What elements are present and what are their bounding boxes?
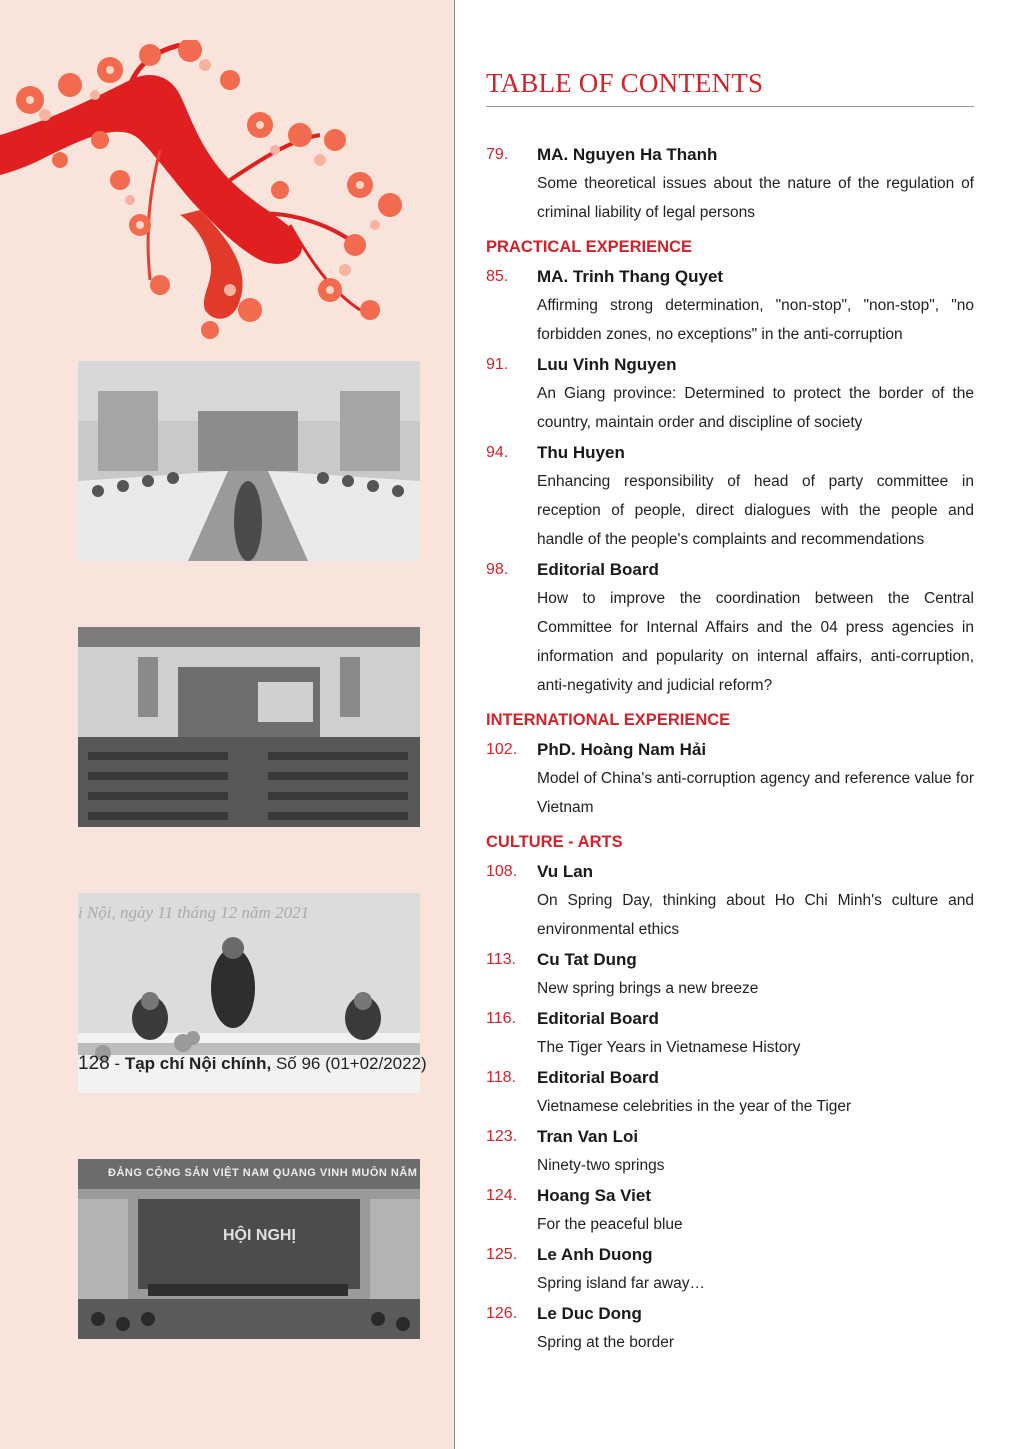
toc-entry-page-number: 124. xyxy=(486,1187,518,1204)
toc-entry-page-number: 85. xyxy=(486,268,509,285)
toc-entry-page-number: 125. xyxy=(486,1246,518,1263)
photo-stage-title: HỘI NGHỊ xyxy=(223,1227,296,1244)
toc-entry-title: Spring island far away… xyxy=(537,1275,705,1292)
toc-list xyxy=(486,140,974,1358)
toc-entry-title: Vietnamese celebrities in the year of the Tiger xyxy=(537,1098,852,1115)
toc-entry[interactable] xyxy=(486,140,974,227)
toc-entry[interactable] xyxy=(486,857,974,944)
toc-entry-title: Some theoretical issues about the nature of the regulation of criminal liability of legal persons xyxy=(537,175,974,221)
toc-entry-author: Le Anh Duong xyxy=(537,1245,653,1264)
toc-entry-page-number: 126. xyxy=(486,1305,518,1322)
section-culture-arts: CULTURE - ARTS xyxy=(486,833,623,851)
toc-entry-title: An Giang province: Determined to protect the border of the country, maintain order and discipline of society xyxy=(537,385,974,431)
toc-entry-title: How to improve the coordination between the Central Committee for Internal Affairs and the 04 press agencies in information and popularity on internal affairs, anti-corruption, anti-negativity and judicial reform? xyxy=(537,590,974,694)
toc-entry-page-number: 98. xyxy=(486,561,509,578)
toc-entry-page-number: 102. xyxy=(486,741,518,758)
toc-title: TABLE OF CONTENTS xyxy=(486,68,764,98)
toc-group-d xyxy=(486,857,974,1357)
toc-entry-title: Affirming strong determination, "non-stop", "non-stop", "no forbidden zones, no exceptions" in the anti-corruption xyxy=(537,297,974,343)
column-divider xyxy=(454,0,455,1449)
toc-title-rule xyxy=(486,106,974,107)
toc-entry-title: For the peaceful blue xyxy=(537,1216,683,1233)
toc-entry-title: New spring brings a new breeze xyxy=(537,980,759,997)
toc-entry-title: Ninety-two springs xyxy=(537,1157,665,1174)
toc-entry[interactable] xyxy=(486,1240,974,1298)
toc-entry-page-number: 116. xyxy=(486,1010,516,1027)
toc-entry[interactable] xyxy=(486,735,974,822)
toc-entry-title: Spring at the border xyxy=(537,1334,675,1351)
toc-entry-author: Tran Van Loi xyxy=(537,1127,639,1146)
toc-entry[interactable] xyxy=(486,438,974,554)
page-number: 128 xyxy=(78,1053,110,1074)
toc-group-a xyxy=(486,140,974,227)
issue-number: Số 96 (01+02/2022) xyxy=(271,1054,427,1073)
toc-entry[interactable] xyxy=(486,1004,974,1062)
toc-entry[interactable] xyxy=(486,1063,974,1121)
photo-meeting-room xyxy=(78,361,420,561)
section-practical-experience: PRACTICAL EXPERIENCE xyxy=(486,238,692,256)
toc-entry-page-number: 91. xyxy=(486,356,509,373)
toc-entry[interactable] xyxy=(486,1122,974,1180)
toc-entry[interactable] xyxy=(486,262,974,349)
journal-name: Tạp chí Nội chính, xyxy=(124,1054,272,1073)
toc-entry-author: Editorial Board xyxy=(537,1009,659,1028)
toc-entry-page-number: 113. xyxy=(486,951,516,968)
photo-banner-text: ĐẢNG CỘNG SẢN VIỆT NAM QUANG VINH MUÔN NĂM xyxy=(108,1167,418,1179)
page-footer xyxy=(78,1053,427,1075)
toc-entry-title: On Spring Day, thinking about Ho Chi Minh's culture and environmental ethics xyxy=(537,892,974,938)
toc-entry-author: MA. Trinh Thang Quyet xyxy=(537,267,724,286)
toc-entry-author: Le Duc Dong xyxy=(537,1304,642,1323)
toc-entry-page-number: 123. xyxy=(486,1128,518,1145)
photo-caption-date: i Nội, ngày 11 tháng 12 năm 2021 xyxy=(78,903,310,922)
toc-entry-page-number: 118. xyxy=(486,1069,516,1086)
toc-entry-author: Thu Huyen xyxy=(537,443,625,462)
footer-separator: - xyxy=(109,1054,125,1073)
toc-entry-author: Editorial Board xyxy=(537,1068,659,1087)
toc-entry-author: Cu Tat Dung xyxy=(537,950,637,969)
toc-entry[interactable] xyxy=(486,1181,974,1239)
toc-entry[interactable] xyxy=(486,1299,974,1357)
toc-entry[interactable] xyxy=(486,555,974,700)
toc-entry-author: PhD. Hoàng Nam Hải xyxy=(537,740,707,759)
toc-entry-author: Editorial Board xyxy=(537,560,659,579)
toc-group-b xyxy=(486,262,974,700)
toc-entry-author: Hoang Sa Viet xyxy=(537,1186,651,1205)
photo-conference xyxy=(78,1159,420,1339)
toc-group-c xyxy=(486,735,974,822)
toc-entry-author: Luu Vinh Nguyen xyxy=(537,355,677,374)
toc-entry-page-number: 108. xyxy=(486,863,518,880)
toc-entry[interactable] xyxy=(486,945,974,1003)
toc-entry-title: Model of China's anti-corruption agency and reference value for Vietnam xyxy=(537,770,974,816)
toc-entry[interactable] xyxy=(486,350,974,437)
toc-entry-author: Vu Lan xyxy=(537,862,594,881)
toc-entry-author: MA. Nguyen Ha Thanh xyxy=(537,145,718,164)
toc-entry-page-number: 79. xyxy=(486,146,509,163)
section-international-experience: INTERNATIONAL EXPERIENCE xyxy=(486,711,731,729)
toc-entry-page-number: 94. xyxy=(486,444,509,461)
photo-auditorium xyxy=(78,627,420,827)
toc-entry-title: Enhancing responsibility of head of party committee in reception of people, direct dialogues with the people and handle of the people's complaints and recommendations xyxy=(537,473,974,548)
toc-entry-title: The Tiger Years in Vietnamese History xyxy=(537,1039,801,1056)
plum-blossom-illustration xyxy=(0,40,430,370)
